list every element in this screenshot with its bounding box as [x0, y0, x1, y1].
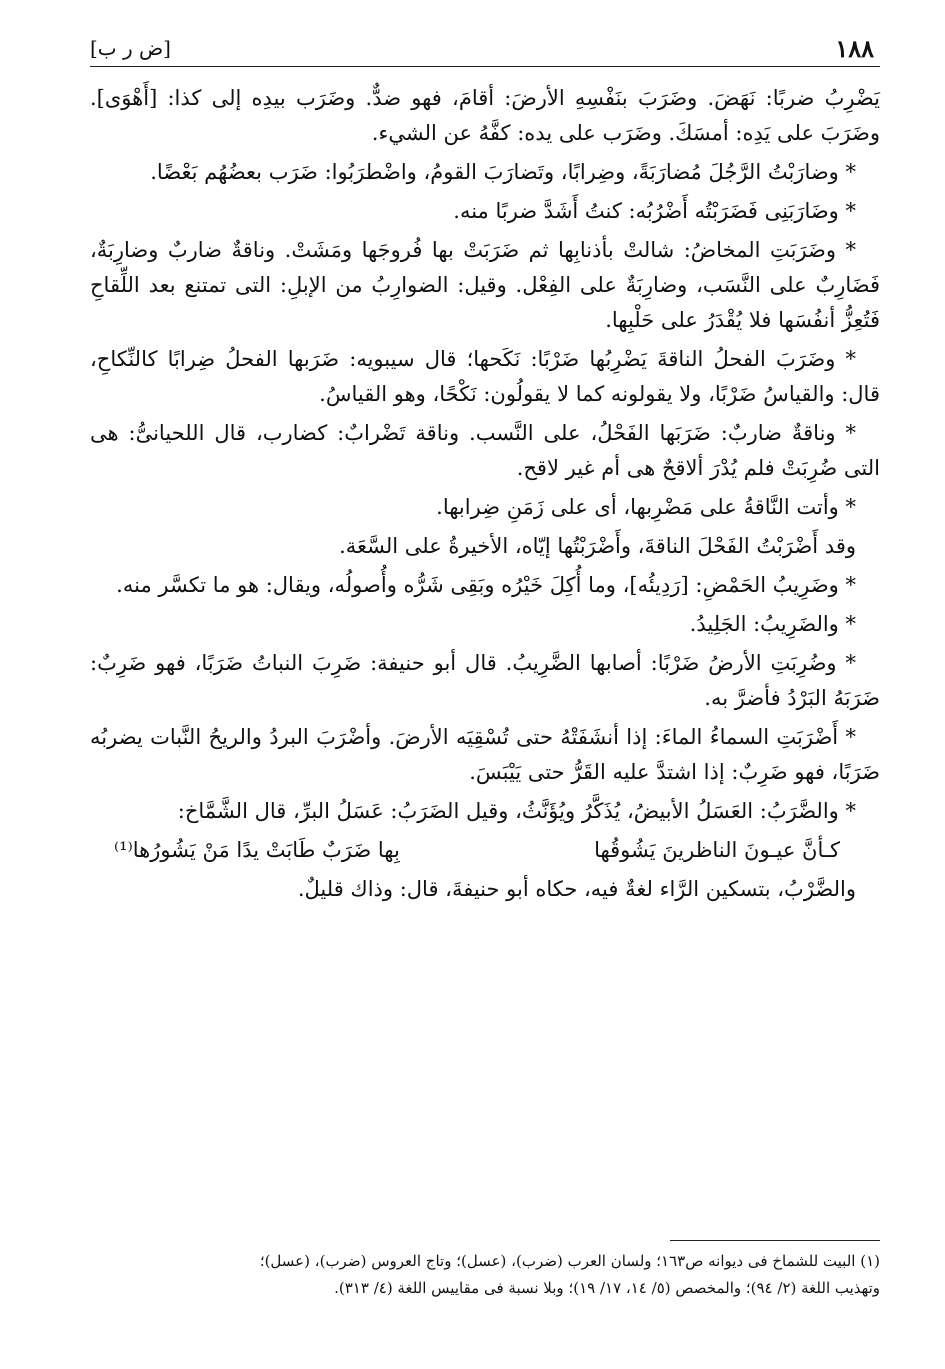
paragraph: * وضَرَبَ الفحلُ الناقةَ يَضْرِبُها ضَرْبًا: نَكَحها؛ قال سيبويه: ضَرَبها الفحلُ ضِرابًا كالنِّكاحِ، قال: والقياسُ ضَرْبًا، ولا يقولونه كما لا يقولُون: نَكْحًا، وهو القياسُ. — [90, 347, 880, 406]
page-number: ١٨٨ — [835, 34, 874, 63]
paragraph: * وضُرِبَتِ الأرضُ ضَرْبًا: أصابها الضَّرِيبُ. قال أبو حنيفة: ضَرِبَ النباتُ ضَرَبًا، فهو ضَرِبٌ: ضَرَبَهُ البَرْدُ فأضرَّ به. — [90, 651, 880, 710]
footnote-line: (١) البيت للشماخ فى ديوانه ص١٦٣؛ ولسان العرب (ضرب)، (عسل)؛ وتاج العروس (ضرب)، (عسل)؛ — [259, 1252, 880, 1270]
paragraph: * والضَرِيبُ: الجَلِيدُ. — [689, 612, 856, 636]
verse-second-hemistich: بِها ضَرَبٌ طَابَتْ يدًا مَنْ يَشُورُها⁽¹⁾ — [114, 838, 400, 862]
paragraph: * وأتت النَّاقةُ على مَضْرِبها، أى على زَمَنِ ضِرابها. — [436, 495, 856, 519]
footnote-line: وتهذيب اللغة (٢/ ٩٤)؛ والمخصص (٥/ ١٤، ١٧/ ١٩)؛ وبلا نسبة فى مقاييس اللغة (٤/ ٣١٣). — [334, 1279, 880, 1297]
paragraph: * وضَرِيبُ الحَمْضِ: [رَدِيئُه]، وما أُكِلَ خَيْرُه وبَقِى شَرُّه وأُصولُه، ويقال: هو ما تكسَّر منه. — [116, 573, 856, 597]
paragraph: يَضْرِبُ ضربًا: نَهَضَ. وضَرَبَ بنَفْسِهِ الأرضَ: أقامَ، فهو ضدٌّ. وضَرَب بيدِه إلى كذا: [أَهْوَى]. وضَرَبَ على يَدِه: أمسَكَ. وضَرَب على يده: كفَّهُ عن الشيء. — [90, 86, 880, 145]
poetry-verse — [90, 833, 880, 868]
footnotes — [90, 1248, 880, 1302]
paragraph: * وضَرَبَتِ المخاضُ: شالتْ بأذنابِها ثم ضَرَبَتْ بها فُروجَها ومَشَتْ. وناقةٌ ضاربٌ وضارِبَةٌ، فَضَارِبٌ على النَّسَب، وضارِبَةٌ على الفِعْل. وقيل: الضوارِبُ من الإبلِ: التى تمتنع بعد اللِّقاحِ فَتُعِزُّ أنفُسَها فلا يُقْدَرُ على حَلْبِها. — [90, 238, 880, 332]
paragraph: * وضارَبْتُ الرَّجُلَ مُضارَبَةً، وضِرابًا، وتَضارَبَ القومُ، واضْطرَبُوا: ضَرَب بعضُهُم بَعْضًا. — [150, 160, 856, 184]
page-header — [90, 30, 880, 67]
paragraph: والضَّرْبُ، بتسكين الرَّاء لغةٌ فيه، حكاه أبو حنيفةَ، قال: وذاك قليلٌ. — [297, 877, 856, 901]
entry-body — [90, 81, 880, 907]
paragraph: * وناقةٌ ضاربٌ: ضَرَبَها الفَحْلُ، على النَّسب. وناقة تَضْرابٌ: كضارب، قال اللحيانىُّ: هى التى ضُرِبَتْ فلم يُدْرَ ألاقحٌ هى أم غير لاقح. — [90, 421, 880, 480]
paragraph: * والضَّرَبُ: العَسَلُ الأبيضُ، يُذَكَّرُ ويُؤَنَّثُ، وقيل الضَرَبُ: عَسَلُ البرِّ، قال الشَّمَّاخ: — [177, 799, 856, 823]
paragraph: وقد أَضْرَبْتُ الفَحْلَ الناقةَ، وأَضْرَبْتُها إيّاه، الأخيرةُ على السَّعَة. — [339, 534, 856, 558]
root-heading: [ض ر ب] — [90, 36, 171, 60]
paragraph: * وضَارَبَنِى فَضَرَبْتُه أَضْرُبُه: كنتُ أَشَدَّ ضربًا منه. — [453, 199, 856, 223]
footnote-divider — [670, 1240, 880, 1241]
paragraph: * أَضْرَبَتِ السماءُ الماءَ: إذا أنشَفَتْهُ حتى تُسْقِيَه الأرضَ. وأضْرَبَ البردُ والريحُ النَّبات يضربُه ضَرَبًا، فهو ضَرِبٌ: إذا اشتدَّ عليه القَرُّ حتى يَيْبَسَ. — [90, 725, 880, 784]
verse-first-hemistich: كـأنَّ عيـونَ الناظرينَ يَشُوقُها — [594, 838, 840, 862]
dictionary-page — [90, 30, 880, 1350]
